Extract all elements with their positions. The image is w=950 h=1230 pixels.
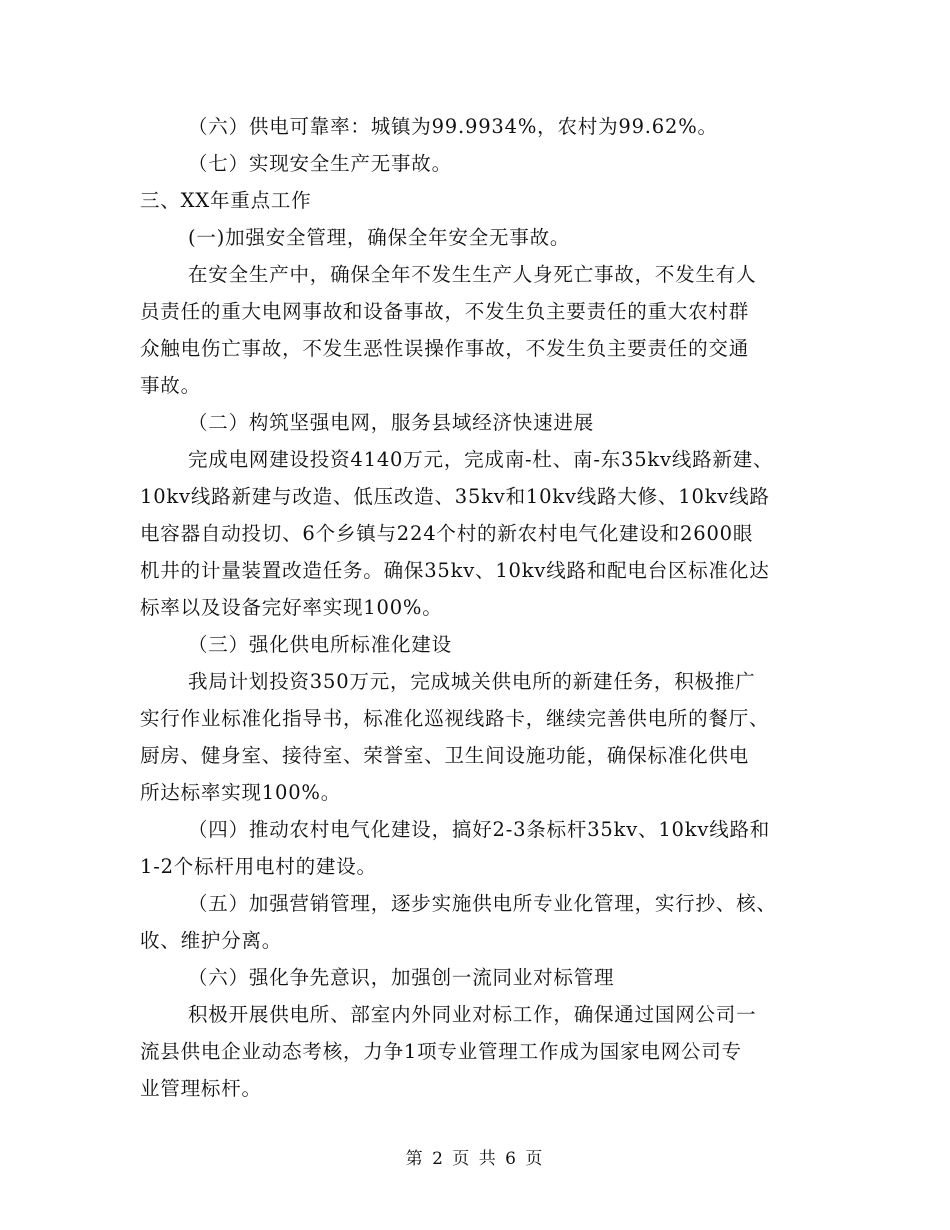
paragraph-line: 10kv线路新建与改造、低压改造、35kv和10kv线路大修、10kv线路 [140, 485, 770, 508]
paragraph-line: 标率以及设备完好率实现100%。 [140, 596, 443, 619]
page-footer: 第 2 页 共 6 页 [405, 1149, 545, 1169]
section-4-heading: （四）推动农村电气化建设，搞好2-3条标杆35kv、10kv线路和 [188, 818, 771, 841]
paragraph-line: 流县供电企业动态考核，力争1项专业管理工作成为国家电网公司专 [140, 1040, 742, 1063]
paragraph-line: 电容器自动投切、6个乡镇与224个村的新农村电气化建设和2600眼 [140, 522, 754, 545]
paragraph-line: 所达标率实现100%。 [140, 781, 342, 804]
section-6-heading: （六）强化争先意识，加强创一流同业对标管理 [188, 966, 615, 989]
section-heading: 三、XX年重点工作 [140, 189, 312, 212]
paragraph-line: 机井的计量装置改造任务。确保35kv、10kv线路和配电台区标准化达 [140, 559, 770, 582]
section-3-heading: （三）强化供电所标准化建设 [188, 633, 452, 656]
safety-line: （七）实现安全生产无事故。 [188, 152, 452, 175]
paragraph-line: 积极开展供电所、部室内外同业对标工作，确保通过国网公司一 [188, 1003, 757, 1026]
document-body [140, 108, 820, 1107]
paragraph-line: 在安全生产中，确保全年不发生生产人身死亡事故，不发生有人 [188, 263, 757, 286]
paragraph-line: 1-2个标杆用电村的建设。 [140, 855, 377, 878]
paragraph-line: 众触电伤亡事故，不发生恶性误操作事故，不发生负主要责任的交通 [140, 337, 750, 360]
paragraph-line: 收、维护分离。 [140, 929, 283, 952]
paragraph-line: 厨房、健身室、接待室、荣誉室、卫生间设施功能，确保标准化供电 [140, 744, 750, 767]
paragraph-line: 实行作业标准化指导书，标准化巡视线路卡，继续完善供电所的餐厅、 [140, 707, 770, 730]
section-2-heading: （二）构筑坚强电网，服务县域经济快速进展 [188, 411, 595, 434]
paragraph-line: 我局计划投资350万元，完成城关供电所的新建任务，积极推广 [188, 670, 756, 693]
paragraph-line: 事故。 [140, 374, 201, 397]
paragraph-line: 员责任的重大电网事故和设备事故，不发生负主要责任的重大农村群 [140, 300, 750, 323]
section-5-heading: （五）加强营销管理，逐步实施供电所专业化管理，实行抄、核、 [188, 892, 777, 915]
reliability-line: （六）供电可靠率：城镇为99.9934%，农村为99.62%。 [188, 115, 718, 138]
paragraph-line: 业管理标杆。 [140, 1077, 262, 1100]
section-1-heading: (一)加强安全管理，确保全年安全无事故。 [188, 226, 571, 249]
paragraph-line: 完成电网建设投资4140万元，完成南-杜、南-东35kv线路新建、 [188, 448, 774, 471]
